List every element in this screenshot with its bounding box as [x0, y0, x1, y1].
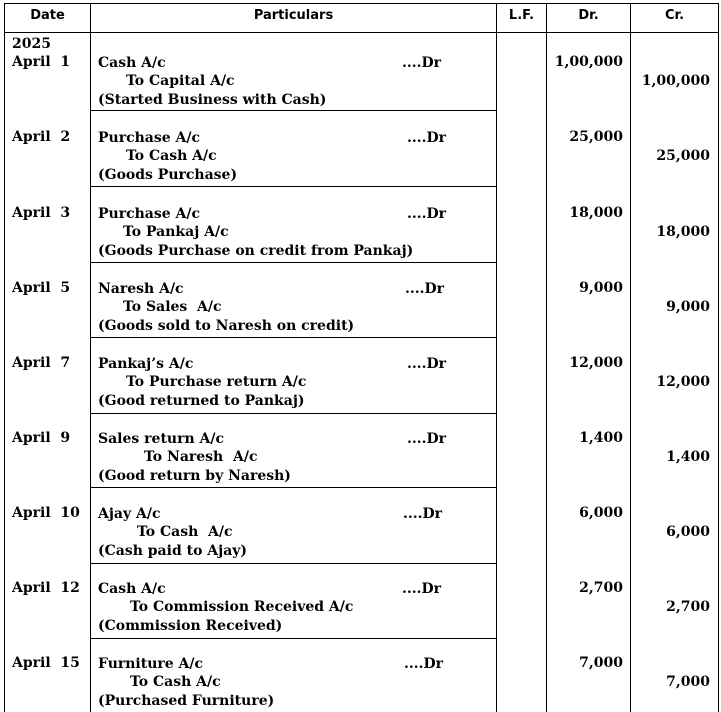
debit-account: Purchase A/c [98, 130, 201, 146]
entry-date: April 9 [12, 430, 71, 446]
debit-amount: 1,400 [579, 430, 623, 446]
credit-amount: 2,700 [666, 599, 710, 615]
narration: (Goods Purchase on credit from Pankaj) [98, 243, 414, 259]
entry-date: April 1 [12, 54, 71, 70]
header-dr: Dr. [578, 8, 599, 23]
journal-year: 2025 [12, 36, 51, 52]
entry-date: April 15 [12, 655, 80, 671]
narration: (Good returned to Pankaj) [98, 393, 305, 409]
credit-account: To Sales A/c [123, 299, 222, 315]
entry-separator [91, 337, 496, 338]
debit-marker: ....Dr [403, 506, 443, 522]
debit-amount: 9,000 [579, 280, 623, 296]
debit-marker: ....Dr [407, 130, 447, 146]
col-divider-dr [630, 4, 631, 712]
col-divider-lf [546, 4, 547, 712]
entry-separator [91, 563, 496, 564]
narration: (Started Business with Cash) [98, 92, 327, 108]
debit-amount: 7,000 [579, 655, 623, 671]
debit-amount: 18,000 [569, 205, 623, 221]
entry-date: April 5 [12, 280, 71, 296]
entry-date: April 7 [12, 355, 71, 371]
entry-date: April 10 [12, 505, 80, 521]
debit-amount: 12,000 [569, 355, 623, 371]
debit-marker: ....Dr [405, 281, 445, 297]
narration: (Goods Purchase) [98, 167, 238, 183]
credit-amount: 9,000 [666, 299, 710, 315]
debit-amount: 25,000 [569, 129, 623, 145]
entry-separator [91, 262, 496, 263]
entry-date: April 3 [12, 205, 71, 221]
credit-amount: 1,400 [666, 449, 710, 465]
debit-marker: ....Dr [407, 206, 447, 222]
entry-date: April 2 [12, 129, 71, 145]
entry-separator [91, 110, 496, 111]
debit-amount: 2,700 [579, 580, 623, 596]
header-date: Date [30, 8, 65, 23]
debit-amount: 1,00,000 [554, 54, 623, 70]
credit-amount: 25,000 [656, 148, 710, 164]
narration: (Purchased Furniture) [98, 693, 275, 709]
narration: (Commission Received) [98, 618, 283, 634]
journal-table [4, 3, 719, 712]
debit-marker: ....Dr [407, 356, 447, 372]
credit-account: To Purchase return A/c [126, 374, 307, 390]
debit-marker: ....Dr [402, 581, 442, 597]
debit-account: Purchase A/c [98, 206, 201, 222]
debit-account: Pankaj’s A/c [98, 356, 194, 372]
entry-separator [91, 487, 496, 488]
credit-account: To Cash A/c [137, 524, 233, 540]
narration: (Good return by Naresh) [98, 468, 291, 484]
header-particulars: Particulars [253, 8, 334, 23]
credit-account: To Naresh A/c [144, 449, 258, 465]
credit-account: To Capital A/c [126, 73, 235, 89]
debit-account: Sales return A/c [98, 431, 225, 447]
entry-separator [91, 413, 496, 414]
debit-marker: ....Dr [402, 55, 442, 71]
credit-amount: 12,000 [656, 374, 710, 390]
credit-amount: 6,000 [666, 524, 710, 540]
col-divider-particulars [496, 4, 497, 712]
credit-amount: 18,000 [656, 224, 710, 240]
entry-separator [91, 186, 496, 187]
credit-amount: 7,000 [666, 674, 710, 690]
debit-account: Cash A/c [98, 581, 166, 597]
header-cr: Cr. [664, 8, 685, 23]
credit-account: To Cash A/c [130, 674, 221, 690]
entry-separator [91, 638, 496, 639]
entry-date: April 12 [12, 580, 80, 596]
debit-marker: ....Dr [407, 431, 447, 447]
narration: (Goods sold to Naresh on credit) [98, 318, 355, 334]
debit-account: Furniture A/c [98, 656, 204, 672]
header-lf: L.F. [508, 8, 535, 23]
credit-account: To Commission Received A/c [130, 599, 354, 615]
table-header [5, 4, 718, 33]
debit-account: Ajay A/c [98, 506, 161, 522]
debit-account: Naresh A/c [98, 281, 184, 297]
debit-account: Cash A/c [98, 55, 166, 71]
narration: (Cash paid to Ajay) [98, 543, 248, 559]
credit-amount: 1,00,000 [641, 73, 710, 89]
debit-marker: ....Dr [404, 656, 444, 672]
debit-amount: 6,000 [579, 505, 623, 521]
credit-account: To Cash A/c [126, 148, 217, 164]
credit-account: To Pankaj A/c [123, 224, 229, 240]
